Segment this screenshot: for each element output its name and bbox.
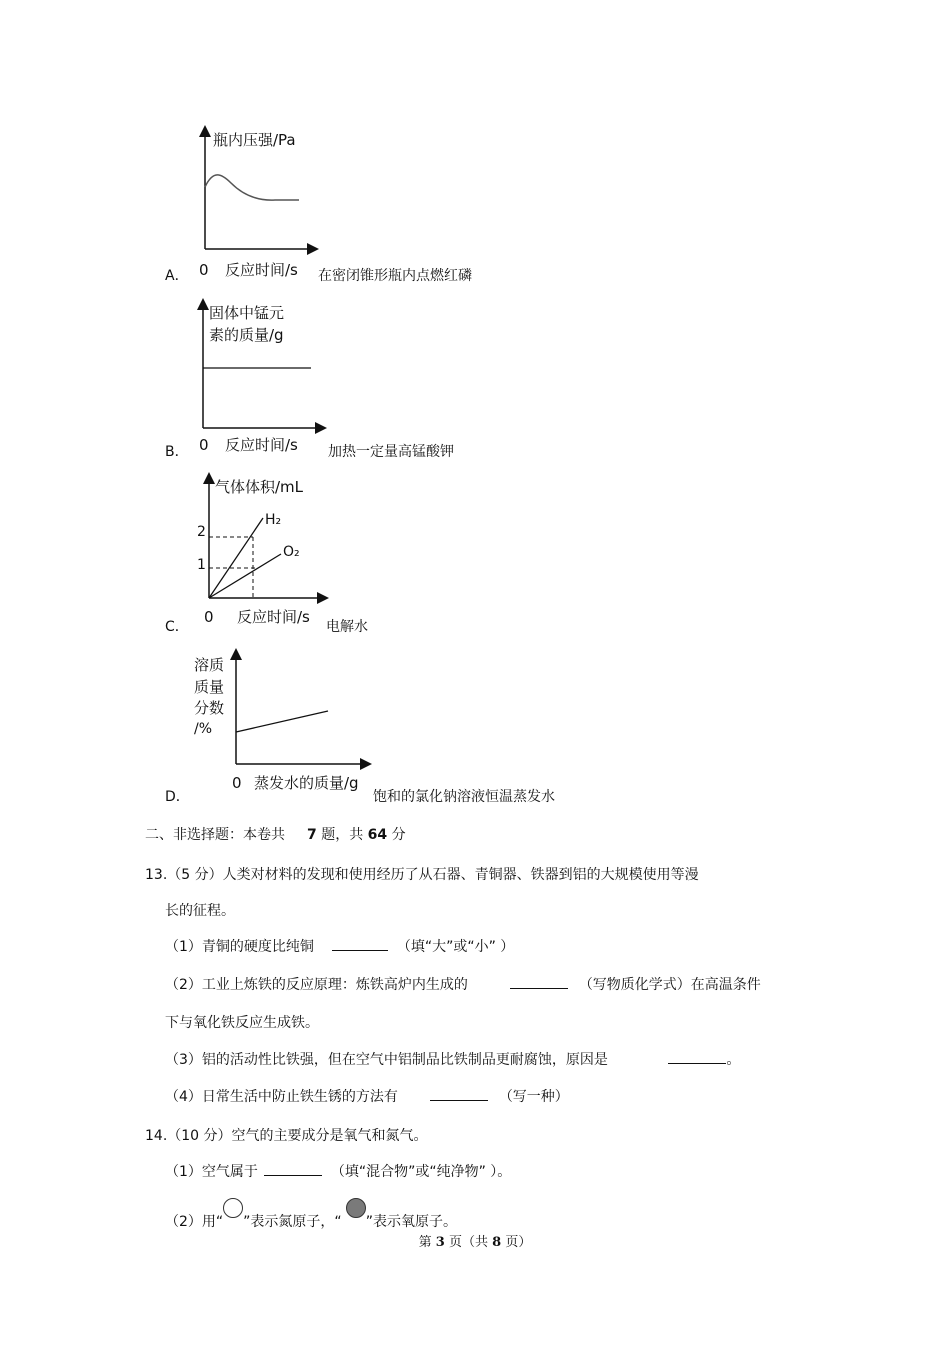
q14-part1-blank[interactable] [264, 1161, 322, 1176]
q13-part3-end: 。 [726, 1052, 741, 1068]
q13-part2-text: （2）工业上炼铁的反应原理：炼铁高炉内生成的 [165, 977, 468, 993]
chart-d-ylabel-line2: 质量 [194, 678, 225, 696]
q13-part2 [165, 974, 761, 994]
section-heading-pre: 二、非选择题：本卷共 [145, 827, 285, 843]
q14-part2-text-b: ”表示氮原子，“ [243, 1214, 342, 1230]
q13-part3-text: （3）铝的活动性比铁强，但在空气中铝制品比铁制品更耐腐蚀，原因是 [165, 1052, 608, 1068]
footer-prefix: 第 [418, 1235, 432, 1250]
q13-part4-text: （4）日常生活中防止铁生锈的方法有 [165, 1089, 398, 1105]
q13-part2-blank[interactable] [510, 974, 568, 989]
option-letter-c: C． [165, 619, 189, 635]
q13-part1-text: （1）青铜的硬度比纯铜 [165, 939, 314, 955]
oxygen-atom-icon [346, 1198, 366, 1218]
option-letter-a: A． [165, 268, 189, 284]
option-caption-d: 饱和的氯化钠溶液恒温蒸发水 [373, 789, 555, 805]
chart-b-origin: 0 [199, 436, 209, 454]
q14-part1 [165, 1161, 511, 1181]
q14-part2-text-c: ”表示氧原子。 [365, 1214, 457, 1230]
q13-part1-hint: （填“大”或“小” ） [396, 939, 515, 955]
chart-d-ylabel-line3: 分数 [194, 699, 225, 717]
q13-part4 [165, 1086, 569, 1106]
q13-stem-line2: 长的征程。 [165, 903, 235, 919]
chart-b [195, 298, 330, 458]
option-caption-c: 电解水 [326, 619, 368, 635]
chart-a-xlabel: 反应时间/s [225, 261, 298, 279]
chart-c-xlabel: 反应时间/s [237, 608, 310, 626]
q14-stem: 14.（10 分）空气的主要成分是氧气和氮气。 [145, 1128, 428, 1144]
chart-b-ylabel-line2: 素的质量/g [209, 326, 284, 344]
chart-c-origin: 0 [204, 608, 214, 626]
nitrogen-atom-icon [223, 1198, 243, 1218]
q13-part1-blank[interactable] [332, 936, 388, 951]
option-letter-d: D． [165, 789, 190, 805]
q13-part4-hint: （写一种） [498, 1089, 569, 1105]
section-heading-post: 分 [391, 827, 406, 843]
footer-suffix: 页） [505, 1235, 532, 1250]
chart-b-xlabel: 反应时间/s [225, 436, 298, 454]
option-letter-b: B． [165, 444, 189, 460]
chart-c-ylabel: 气体体积/mL [215, 478, 304, 496]
chart-a-ylabel: 瓶内压强/Pa [213, 131, 296, 149]
chart-a [195, 125, 320, 285]
page-footer [0, 1231, 950, 1250]
q13-part3 [165, 1049, 740, 1069]
chart-a-origin: 0 [199, 261, 209, 279]
chart-d-origin: 0 [232, 774, 242, 792]
q14-part2 [165, 1208, 457, 1231]
q13-part1 [165, 936, 514, 956]
section-heading [145, 824, 406, 844]
q14-part1-hint: （填“混合物”或“纯净物” ）。 [330, 1164, 512, 1180]
q13-stem-line1: 13.（5 分）人类对材料的发现和使用经历了从石器、青铜器、铁器到铝的大规模使用等漫 [145, 867, 699, 883]
q14-part2-text-a: （2）用“ [165, 1214, 224, 1230]
chart-d-ylabel-line4: /% [194, 721, 213, 737]
chart-c-tick-2: 2 [197, 524, 206, 540]
option-caption-a: 在密闭锥形瓶内点燃红磷 [318, 268, 472, 284]
chart-c-series-o2: O₂ [283, 544, 300, 560]
section-question-count: 7 [307, 827, 317, 843]
chart-d-ylabel-line1: 溶质 [194, 656, 225, 674]
section-total-score: 64 [367, 827, 388, 843]
chart-c-tick-1: 1 [197, 557, 206, 573]
chart-c [195, 472, 330, 632]
footer-page-number: 3 [435, 1235, 445, 1250]
footer-middle: 页（共 [448, 1235, 488, 1250]
chart-a-curve [205, 175, 299, 200]
footer-total-pages: 8 [492, 1235, 502, 1250]
q13-part2-cont: 下与氧化铁反应生成铁。 [165, 1015, 319, 1031]
chart-d [192, 648, 374, 798]
option-caption-b: 加热一定量高锰酸钾 [328, 444, 454, 460]
q14-part1-text: （1）空气属于 [165, 1164, 258, 1180]
q13-part4-blank[interactable] [430, 1086, 488, 1101]
chart-d-line [236, 711, 328, 732]
chart-d-xlabel: 蒸发水的质量/g [254, 774, 359, 792]
chart-c-series-h2: H₂ [265, 512, 282, 528]
chart-b-ylabel-line1: 固体中锰元 [209, 304, 285, 322]
q13-part3-blank[interactable] [668, 1049, 726, 1064]
q13-part2-hint: （写物质化学式）在高温条件 [578, 977, 761, 993]
chart-c-h2-line [209, 518, 263, 598]
section-heading-mid: 题，共 [321, 827, 364, 843]
chart-c-o2-line [209, 554, 281, 598]
